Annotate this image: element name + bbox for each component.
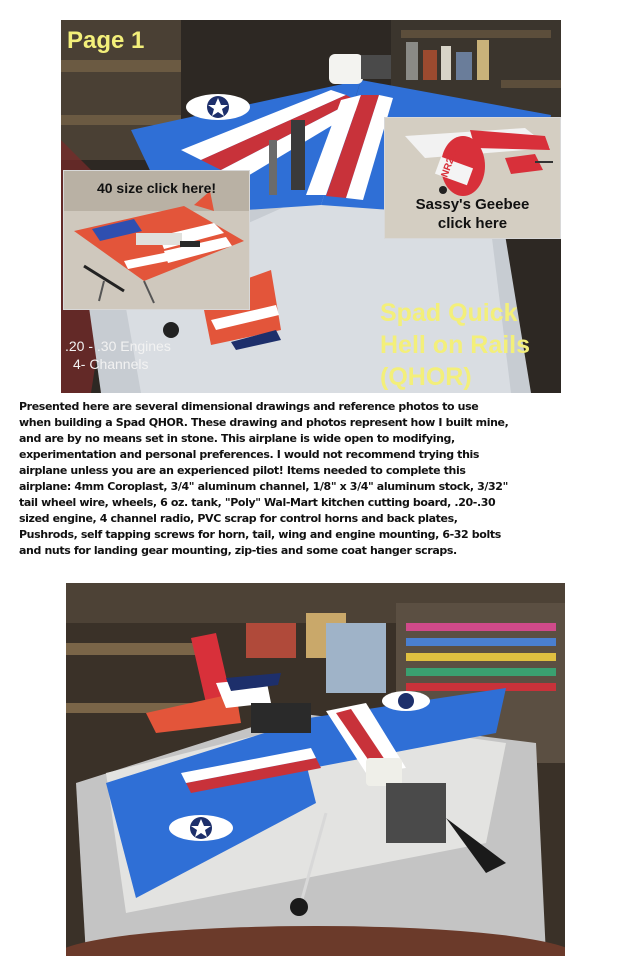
geebee-label[interactable] [385, 195, 560, 233]
plane-title-line3: (QHOR) [380, 363, 472, 391]
lower-photo [66, 583, 565, 956]
plane-title [380, 297, 530, 393]
channels-spec: 4- Channels [73, 356, 149, 372]
engine-specs [65, 337, 171, 373]
lower-photo-scene [66, 583, 565, 956]
forty-size-label[interactable]: 40 size click here! [96, 180, 217, 196]
description-text: Presented here are several dimensional drawings and reference photos to use when building a Spad QHOR. These drawing and photos represent how I built mine, and are by no means set in stone. This airplane is wide open to modifying, experimentation and personal preferences. I would not recommend trying this airplane unless you are an experienced pilot! Items needed to complete this airplane: 4mm Coroplast, 3/4" aluminum channel, 1/8" x 3/4" aluminum stock, 3/32" tail wheel wire, wheels, 6 oz. tank, "Poly" Wal-Mart kitchen cutting board, .20-.30 sized engine, 4 channel radio, PVC scrap for control horns and back plates, Pushrods, self tapping screws for horn, tail, wing and engine mounting, 6-32 bolts and nuts for landing gear mounting, zip-ties and some coat hanger scraps. [19, 400, 509, 557]
plane-title-line1: Spad Quick [380, 299, 518, 327]
hero-photo [61, 20, 561, 393]
geebee-label-line2[interactable]: click here [437, 215, 508, 232]
geebee-link[interactable] [384, 117, 561, 239]
geebee-label-line1[interactable]: Sassy's Geebee [415, 196, 530, 213]
page-label: Page 1 [67, 27, 145, 54]
geebee-registration: NR2100 [439, 140, 463, 180]
forty-size-link[interactable] [63, 170, 250, 310]
plane-title-line2: Hell on Rails [380, 331, 531, 359]
engines-spec: .20 - .30 Engines [65, 338, 171, 354]
